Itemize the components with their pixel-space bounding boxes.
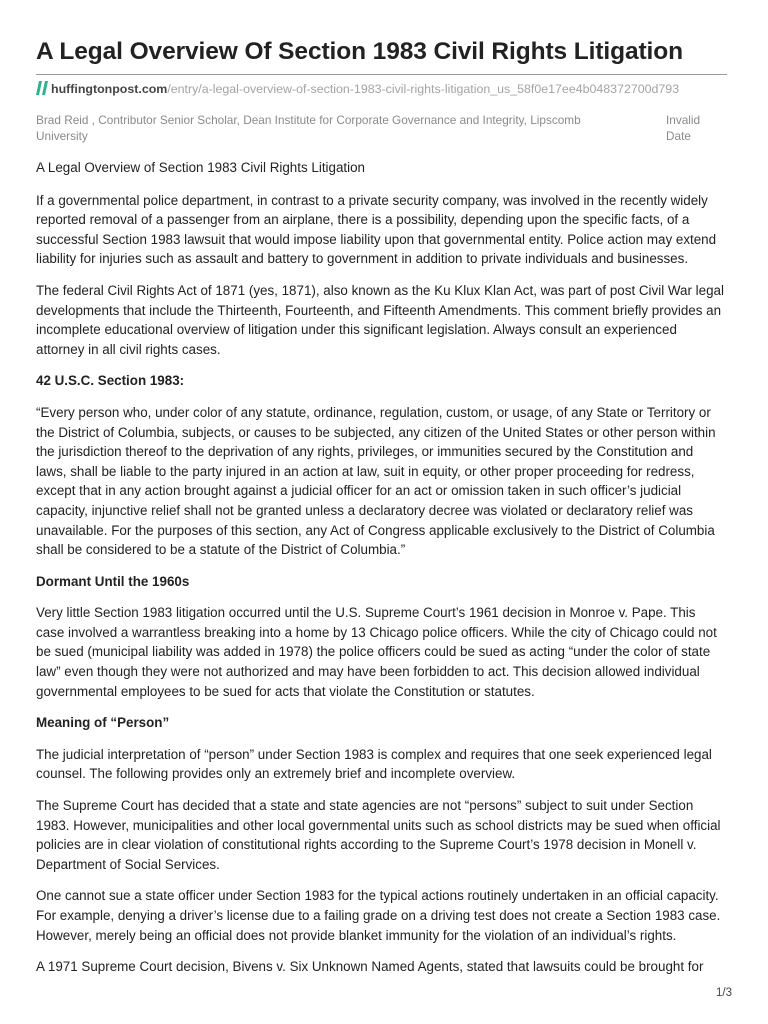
paragraph: The Supreme Court has decided that a state and state agencies are not “persons” subject to suit under Section 1983. However, municipalities and other local governmental units such as school districts may be sued when official policies are in clear violation of constitutional rights according to the Supreme Court’s 1978 decision in Monell v. Department of Social Services. <box>36 798 721 872</box>
source-domain[interactable]: huffingtonpost.com <box>51 82 168 96</box>
section-heading: 42 U.S.C. Section 1983: <box>36 373 185 389</box>
section-heading: Dormant Until the 1960s <box>36 573 190 589</box>
paragraph: The judicial interpretation of “person” under Section 1983 is complex and requires that one seek experienced legal counsel. The following provides only an extremely brief and incomplete overview. <box>36 746 712 782</box>
source-url[interactable] <box>36 81 726 97</box>
author-line: Brad Reid , Contributor Senior Scholar, Dean Institute for Corporate Governance and Integrity, Lipscomb University <box>36 113 581 143</box>
document-page <box>36 36 726 989</box>
section-heading: Meaning of “Person” <box>36 715 170 731</box>
page-number: 1/3 <box>716 987 732 999</box>
paragraph: A 1971 Supreme Court decision, Bivens v. Six Unknown Named Agents, stated that lawsuits could be brought for <box>36 959 704 975</box>
paragraph: The federal Civil Rights Act of 1871 (yes, 1871), also known as the Ku Klux Klan Act, was part of post Civil War legal developments that include the Thirteenth, Fourteenth, and Fifteenth Amendments. This comment briefly provides an incomplete educational overview of litigation under this significant legislation. Always consult an experienced attorney in all civil rights cases. <box>36 282 724 357</box>
publish-date: Invalid Date <box>666 113 701 143</box>
source-path[interactable]: /entry/a-legal-overview-of-section-1983-civil-rights-litigation_us_58f0e17ee4b048372700d793 <box>167 82 680 96</box>
paragraph: Very little Section 1983 litigation occurred until the U.S. Supreme Court’s 1961 decision in Monroe v. Pape. This case involved a warrantless breaking into a home by 13 Chicago police officers. While the city of Chicago could not be sued (municipal liability was added in 1978) the police officers could be sued as acting “under the color of state law” even though they were not authorized and may have been forbidden to act. This decision allowed individual governmental employees to be sued for acts that violate the Constitution or statutes. <box>36 605 717 699</box>
paragraph: If a governmental police department, in contrast to a private security company, was involved in the recently widely reported removal of a passenger from an airplane, there is a possibility, depending upon the specific facts, of a successful Section 1983 lawsuit that would impose liability upon that governmental entity. Police action may extend liability for injuries such as assault and battery to government in addition to private individuals and businesses. <box>36 192 717 267</box>
paragraph: One cannot sue a state officer under Section 1983 for the typical actions routinely undertaken in an official capacity. For example, denying a driver’s license due to a failing grade on a driving test does not create a Section 1983 case. However, merely being an official does not provide blanket immunity for the violation of an individual’s rights. <box>36 888 721 943</box>
title-divider <box>36 74 727 75</box>
paragraph: “Every person who, under color of any statute, ordinance, regulation, custom, or usage, of any State or Territory or the District of Columbia, subjects, or causes to be subjected, any citizen of the United States or other person within the jurisdiction thereof to the deprivation of any rights, privileges, or immunities secured by the Constitution and laws, shall be liable to the party injured in an action at law, suit in equity, or other proper proceeding for redress, except that in any action brought against a judicial officer for an act or omission taken in such officer’s judicial capacity, injunctive relief shall not be granted unless a declaratory decree was violated or declaratory relief was unavailable. For the purposes of this section, any Act of Congress applicable exclusively to the District of Columbia shall be considered to be a statute of the District of Columbia.” <box>36 404 716 558</box>
page-title: A Legal Overview Of Section 1983 Civil Rights Litigation <box>36 38 683 65</box>
byline <box>36 112 726 144</box>
article-body <box>36 158 726 977</box>
article-intro: A Legal Overview of Section 1983 Civil Rights Litigation <box>36 160 365 175</box>
huffpost-slash-logo-icon <box>36 81 48 95</box>
